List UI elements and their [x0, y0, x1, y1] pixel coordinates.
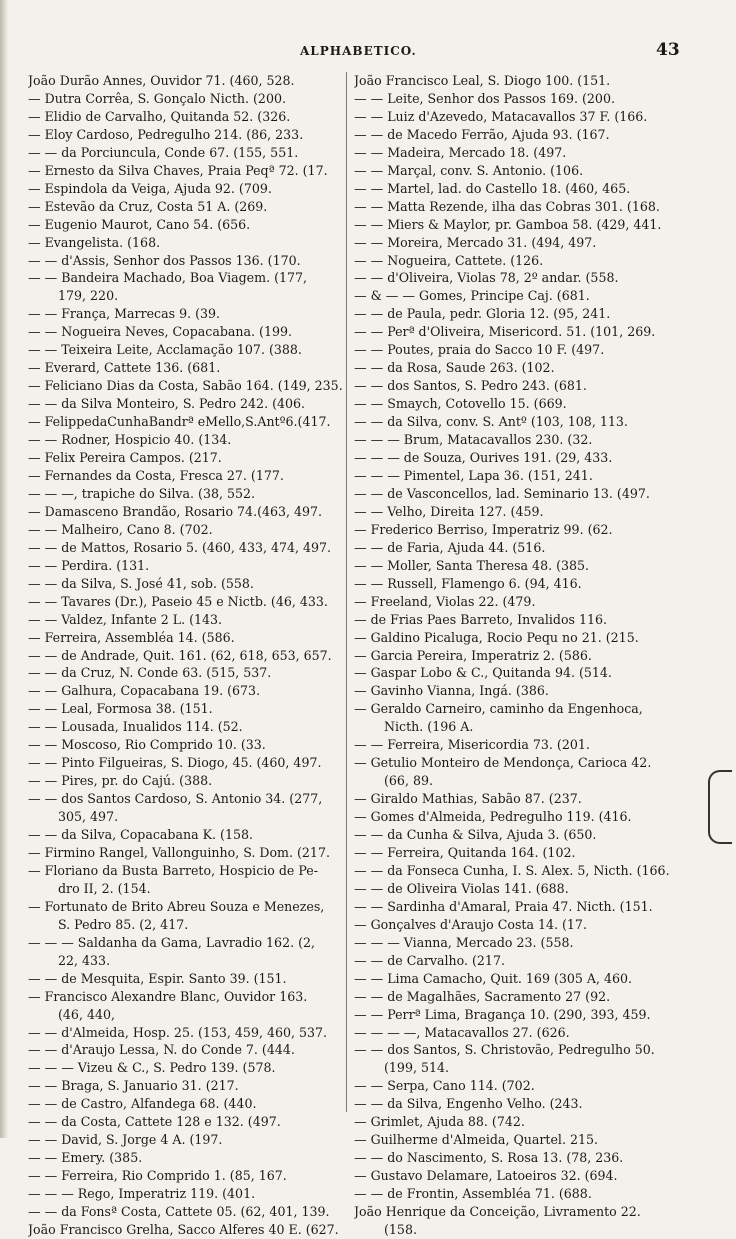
- directory-entry: — — — Rego, Imperatriz 119. (401.: [28, 1186, 256, 1202]
- right-column: [354, 72, 704, 1239]
- directory-entry: (199, 514.: [384, 1060, 449, 1076]
- directory-entry: — — Valdez, Infante 2 L. (143.: [28, 611, 223, 627]
- directory-entry: — Gavinho Vianna, Ingá. (386.: [354, 683, 549, 699]
- directory-entry: — Giraldo Mathias, Sabão 87. (237.: [354, 791, 582, 807]
- page-number: 43: [656, 40, 680, 60]
- directory-entry: — — Ferreira, Quitanda 164. (102.: [354, 844, 576, 860]
- directory-entry: — — Luiz d'Azevedo, Matacavallos 37 F. (166.: [354, 108, 648, 124]
- directory-entry: 22, 433.: [58, 952, 111, 968]
- directory-entry: (66, 89.: [384, 773, 433, 789]
- directory-entry: — — da Porciuncula, Conde 67. (155, 551.: [28, 144, 299, 160]
- directory-entry: — — Martel, lad. do Castello 18. (460, 465.: [354, 180, 631, 196]
- directory-entry: — FelippedaCunhaBandrª eMello,S.Antº6.(417.: [28, 414, 331, 430]
- directory-entry: — — da Silva, Copacabana K. (158.: [28, 827, 253, 843]
- directory-entry: João Francisco Grelha, Sacco Alferes 40 E. (627.: [28, 1222, 339, 1237]
- directory-entry: — — dos Santos, S. Christovão, Pedregulho 50.: [354, 1042, 655, 1058]
- page-header: [0, 40, 736, 64]
- directory-entry: — — Nogueira Neves, Copacabana. (199.: [28, 324, 292, 340]
- directory-entry: — — Moller, Santa Theresa 48. (385.: [354, 557, 590, 573]
- directory-entry: — — da Silva, Engenho Velho. (243.: [354, 1096, 583, 1112]
- directory-entry: — — Serpa, Cano 114. (702.: [354, 1078, 535, 1094]
- directory-entry: — — de Macedo Ferrão, Ajuda 93. (167.: [354, 126, 610, 142]
- directory-entry: — — de Mattos, Rosario 5. (460, 433, 474, 497.: [28, 539, 332, 555]
- directory-entry: João Francisco Leal, S. Diogo 100. (151.: [354, 73, 611, 88]
- directory-entry: — — dos Santos, S. Pedro 243. (681.: [354, 378, 587, 394]
- directory-entry: — Guilherme d'Almeida, Quartel. 215.: [354, 1132, 599, 1148]
- directory-entry: Nicth. (196 A.: [384, 719, 474, 735]
- directory-entry: — — — Pimentel, Lapa 36. (151, 241.: [354, 467, 593, 483]
- directory-entry: dro II, 2. (154.: [58, 880, 151, 896]
- directory-entry: — Grimlet, Ajuda 88. (742.: [354, 1114, 525, 1130]
- left-column: [28, 72, 346, 1239]
- binding-shadow: [0, 0, 8, 1138]
- directory-entry: — — da Cruz, N. Conde 63. (515, 537.: [28, 665, 272, 681]
- directory-entry: — Floriano da Busta Barreto, Hospicio de Pe-: [28, 862, 318, 878]
- directory-entry: João Henrique da Conceição, Livramento 22.: [354, 1204, 641, 1220]
- directory-entry: — — da Cunha & Silva, Ajuda 3. (650.: [354, 827, 597, 843]
- directory-entry: — — do Nascimento, S. Rosa 13. (78, 236.: [354, 1150, 624, 1166]
- directory-entry: — — Lousada, Inualidos 114. (52.: [28, 719, 243, 735]
- directory-entry: — — Pinto Filgueiras, S. Diogo, 45. (460, 497.: [28, 755, 322, 771]
- directory-entry: — — Bandeira Machado, Boa Viagem. (177,: [28, 270, 308, 286]
- directory-entry: — Espindola da Veiga, Ajuda 92. (709.: [28, 180, 272, 196]
- directory-entry: — — Perrª Lima, Bragança 10. (290, 393, 459.: [354, 1006, 651, 1022]
- directory-entry: — Ernesto da Silva Chaves, Praia Peqª 72. (17.: [28, 162, 328, 178]
- directory-entry: — — David, S. Jorge 4 A. (197.: [28, 1132, 223, 1148]
- directory-entry: — — d'Assis, Senhor dos Passos 136. (170.: [28, 252, 301, 268]
- directory-entry: — — Miers & Maylor, pr. Gamboa 58. (429, 441.: [354, 216, 662, 232]
- directory-entry: — — de Mesquita, Espir. Santo 39. (151.: [28, 970, 287, 986]
- directory-entry: — — Sardinha d'Amaral, Praia 47. Nicth. (151.: [354, 898, 653, 914]
- directory-entry: — — Moscoso, Rio Comprido 10. (33.: [28, 737, 266, 753]
- directory-entry: — Evangelista. (168.: [28, 234, 161, 250]
- directory-entry: — — — —, Matacavallos 27. (626.: [354, 1024, 570, 1040]
- directory-entry: — — Perdira. (131.: [28, 557, 150, 573]
- directory-entry: — — — Saldanha da Gama, Lavradio 162. (2,: [28, 934, 316, 950]
- directory-entry: — — de Castro, Alfandega 68. (440.: [28, 1096, 257, 1112]
- directory-entry: — — —, trapiche do Silva. (38, 552.: [28, 485, 256, 501]
- directory-entry: — Freeland, Violas 22. (479.: [354, 593, 536, 609]
- directory-entry: — — Poutes, praia do Sacco 10 F. (497.: [354, 342, 605, 358]
- directory-entry: — — Ferreira, Rio Comprido 1. (85, 167.: [28, 1168, 287, 1184]
- directory-entry: — Firmino Rangel, Vallonguinho, S. Dom. (217.: [28, 844, 330, 860]
- directory-entry: — & — — Gomes, Principe Caj. (681.: [354, 288, 590, 304]
- directory-entry: — Getulio Monteiro de Mendonça, Carioca 42.: [354, 755, 652, 771]
- directory-entry: — — Leal, Formosa 38. (151.: [28, 701, 213, 717]
- directory-entry: — — Pires, pr. do Cajú. (388.: [28, 773, 213, 789]
- directory-entry: — — da Fonsª Costa, Cattete 05. (62, 401, 139.: [28, 1204, 330, 1220]
- directory-entry: — Gaspar Lobo & C., Quitanda 94. (514.: [354, 665, 612, 681]
- column-divider: [346, 72, 347, 1112]
- directory-entry: — Gustavo Delamare, Latoeiros 32. (694.: [354, 1168, 618, 1184]
- directory-entry: — — de Oliveira Violas 141. (688.: [354, 880, 569, 896]
- directory-entry: — — Marçal, conv. S. Antonio. (106.: [354, 162, 584, 178]
- directory-entry: — Feliciano Dias da Costa, Sabão 164. (149, 235.: [28, 378, 343, 394]
- directory-entry: — — da Silva Monteiro, S. Pedro 242. (406.: [28, 396, 306, 412]
- directory-entry: — — Moreira, Mercado 31. (494, 497.: [354, 234, 597, 250]
- directory-entry: João Durão Annes, Ouvidor 71. (460, 528.: [28, 73, 295, 88]
- directory-entry: — — de Paula, pedr. Gloria 12. (95, 241.: [354, 306, 611, 322]
- directory-entry: 179, 220.: [58, 288, 119, 304]
- directory-entry: — — de Andrade, Quit. 161. (62, 618, 653, 657.: [28, 647, 332, 663]
- directory-entry: — — de Frontin, Assembléa 71. (688.: [354, 1186, 592, 1202]
- directory-entry: — — Smaych, Cotovello 15. (669.: [354, 396, 567, 412]
- directory-entry: — — Braga, S. Januario 31. (217.: [28, 1078, 239, 1094]
- directory-entry: (46, 440,: [58, 1006, 115, 1022]
- directory-entry: — Estevão da Cruz, Costa 51 A. (269.: [28, 198, 268, 214]
- directory-entry: — — dos Santos Cardoso, S. Antonio 34. (277,: [28, 791, 323, 807]
- directory-entry: — — Emery. (385.: [28, 1150, 143, 1166]
- directory-entry: — Elidio de Carvalho, Quitanda 52. (326.: [28, 108, 291, 124]
- directory-entry: — — Malheiro, Cano 8. (702.: [28, 521, 213, 537]
- directory-entry: — — de Faria, Ajuda 44. (516.: [354, 539, 546, 555]
- paper-clip-mark: [708, 770, 732, 844]
- directory-entry: (158.: [384, 1222, 417, 1237]
- directory-entry: — Francisco Alexandre Blanc, Ouvidor 163.: [28, 988, 308, 1004]
- directory-entry: — Geraldo Carneiro, caminho da Engenhoca,: [354, 701, 643, 717]
- directory-entry: — — da Costa, Cattete 128 e 132. (497.: [28, 1114, 281, 1130]
- directory-entry: — Gomes d'Almeida, Pedregulho 119. (416.: [354, 809, 632, 825]
- directory-entry: — Fernandes da Costa, Fresca 27. (177.: [28, 467, 284, 483]
- directory-entry: — Everard, Cattete 136. (681.: [28, 360, 221, 376]
- directory-entry: — Garcia Pereira, Imperatriz 2. (586.: [354, 647, 592, 663]
- directory-entry: — — França, Marrecas 9. (39.: [28, 306, 221, 322]
- directory-entry: — — Russell, Flamengo 6. (94, 416.: [354, 575, 582, 591]
- directory-entry: — — — Vianna, Mercado 23. (558.: [354, 934, 574, 950]
- directory-entry: — Damasceno Brandão, Rosario 74.(463, 497.: [28, 503, 323, 519]
- directory-entry: — — Leite, Senhor dos Passos 169. (200.: [354, 90, 615, 106]
- directory-entry: — — Perª d'Oliveira, Misericord. 51. (101, 269.: [354, 324, 656, 340]
- page-title: ALPHABETICO.: [300, 44, 417, 58]
- directory-entry: — — d'Almeida, Hosp. 25. (153, 459, 460, 537.: [28, 1024, 328, 1040]
- directory-entry: S. Pedro 85. (2, 417.: [58, 916, 189, 932]
- directory-entry: — — — Brum, Matacavallos 230. (32.: [354, 432, 593, 448]
- directory-entry: — — de Magalhães, Sacramento 27 (92.: [354, 988, 611, 1004]
- directory-entry: — Galdino Picaluga, Rocio Pequ no 21. (215.: [354, 629, 639, 645]
- directory-entry: — Eloy Cardoso, Pedregulho 214. (86, 233.: [28, 126, 304, 142]
- directory-entry: — Ferreira, Assembléa 14. (586.: [28, 629, 235, 645]
- directory-entry: — — Teixeira Leite, Acclamação 107. (388.: [28, 342, 302, 358]
- directory-entry: — Fortunato de Brito Abreu Souza e Menezes,: [28, 898, 325, 914]
- directory-entry: — — de Vasconcellos, lad. Seminario 13. (497.: [354, 485, 650, 501]
- directory-entry: — — da Rosa, Saude 263. (102.: [354, 360, 555, 376]
- directory-entry: — Frederico Berriso, Imperatriz 99. (62.: [354, 521, 613, 537]
- directory-entry: — Gonçalves d'Araujo Costa 14. (17.: [354, 916, 587, 932]
- directory-entry: 305, 497.: [58, 809, 119, 825]
- directory-entry: — Felix Pereira Campos. (217.: [28, 450, 222, 466]
- directory-entry: — — d'Oliveira, Violas 78, 2º andar. (558.: [354, 270, 619, 286]
- directory-entry: — — Tavares (Dr.), Paseio 45 e Nictb. (46, 433.: [28, 593, 328, 609]
- directory-entry: — — da Silva, S. José 41, sob. (558.: [28, 575, 254, 591]
- directory-entry: — — de Carvalho. (217.: [354, 952, 505, 968]
- directory-entry: — Eugenio Maurot, Cano 54. (656.: [28, 216, 251, 232]
- directory-entry: — — — de Souza, Ourives 191. (29, 433.: [354, 450, 613, 466]
- directory-entry: — — — Vizeu & C., S. Pedro 139. (578.: [28, 1060, 276, 1076]
- directory-entry: — de Frias Paes Barreto, Invalidos 116.: [354, 611, 608, 627]
- directory-entry: — — Velho, Direita 127. (459.: [354, 503, 544, 519]
- directory-entry: — Dutra Corrêa, S. Gonçalo Nicth. (200.: [28, 90, 286, 106]
- directory-entry: — — d'Araujo Lessa, N. do Conde 7. (444.: [28, 1042, 295, 1058]
- directory-entry: — — Rodner, Hospicio 40. (134.: [28, 432, 232, 448]
- directory-entry: — — da Fonseca Cunha, I. S. Alex. 5, Nicth. (166.: [354, 862, 670, 878]
- directory-entry: — — Madeira, Mercado 18. (497.: [354, 144, 567, 160]
- directory-entry: — — Lima Camacho, Quit. 169 (305 A, 460.: [354, 970, 633, 986]
- directory-entry: — — Matta Rezende, ilha das Cobras 301. (168.: [354, 198, 660, 214]
- directory-entry: — — da Silva, conv. S. Antº (103, 108, 113.: [354, 414, 628, 430]
- directory-entry: — — Ferreira, Misericordia 73. (201.: [354, 737, 590, 753]
- directory-entry: — — Galhura, Copacabana 19. (673.: [28, 683, 261, 699]
- directory-entry: — — Nogueira, Cattete. (126.: [354, 252, 544, 268]
